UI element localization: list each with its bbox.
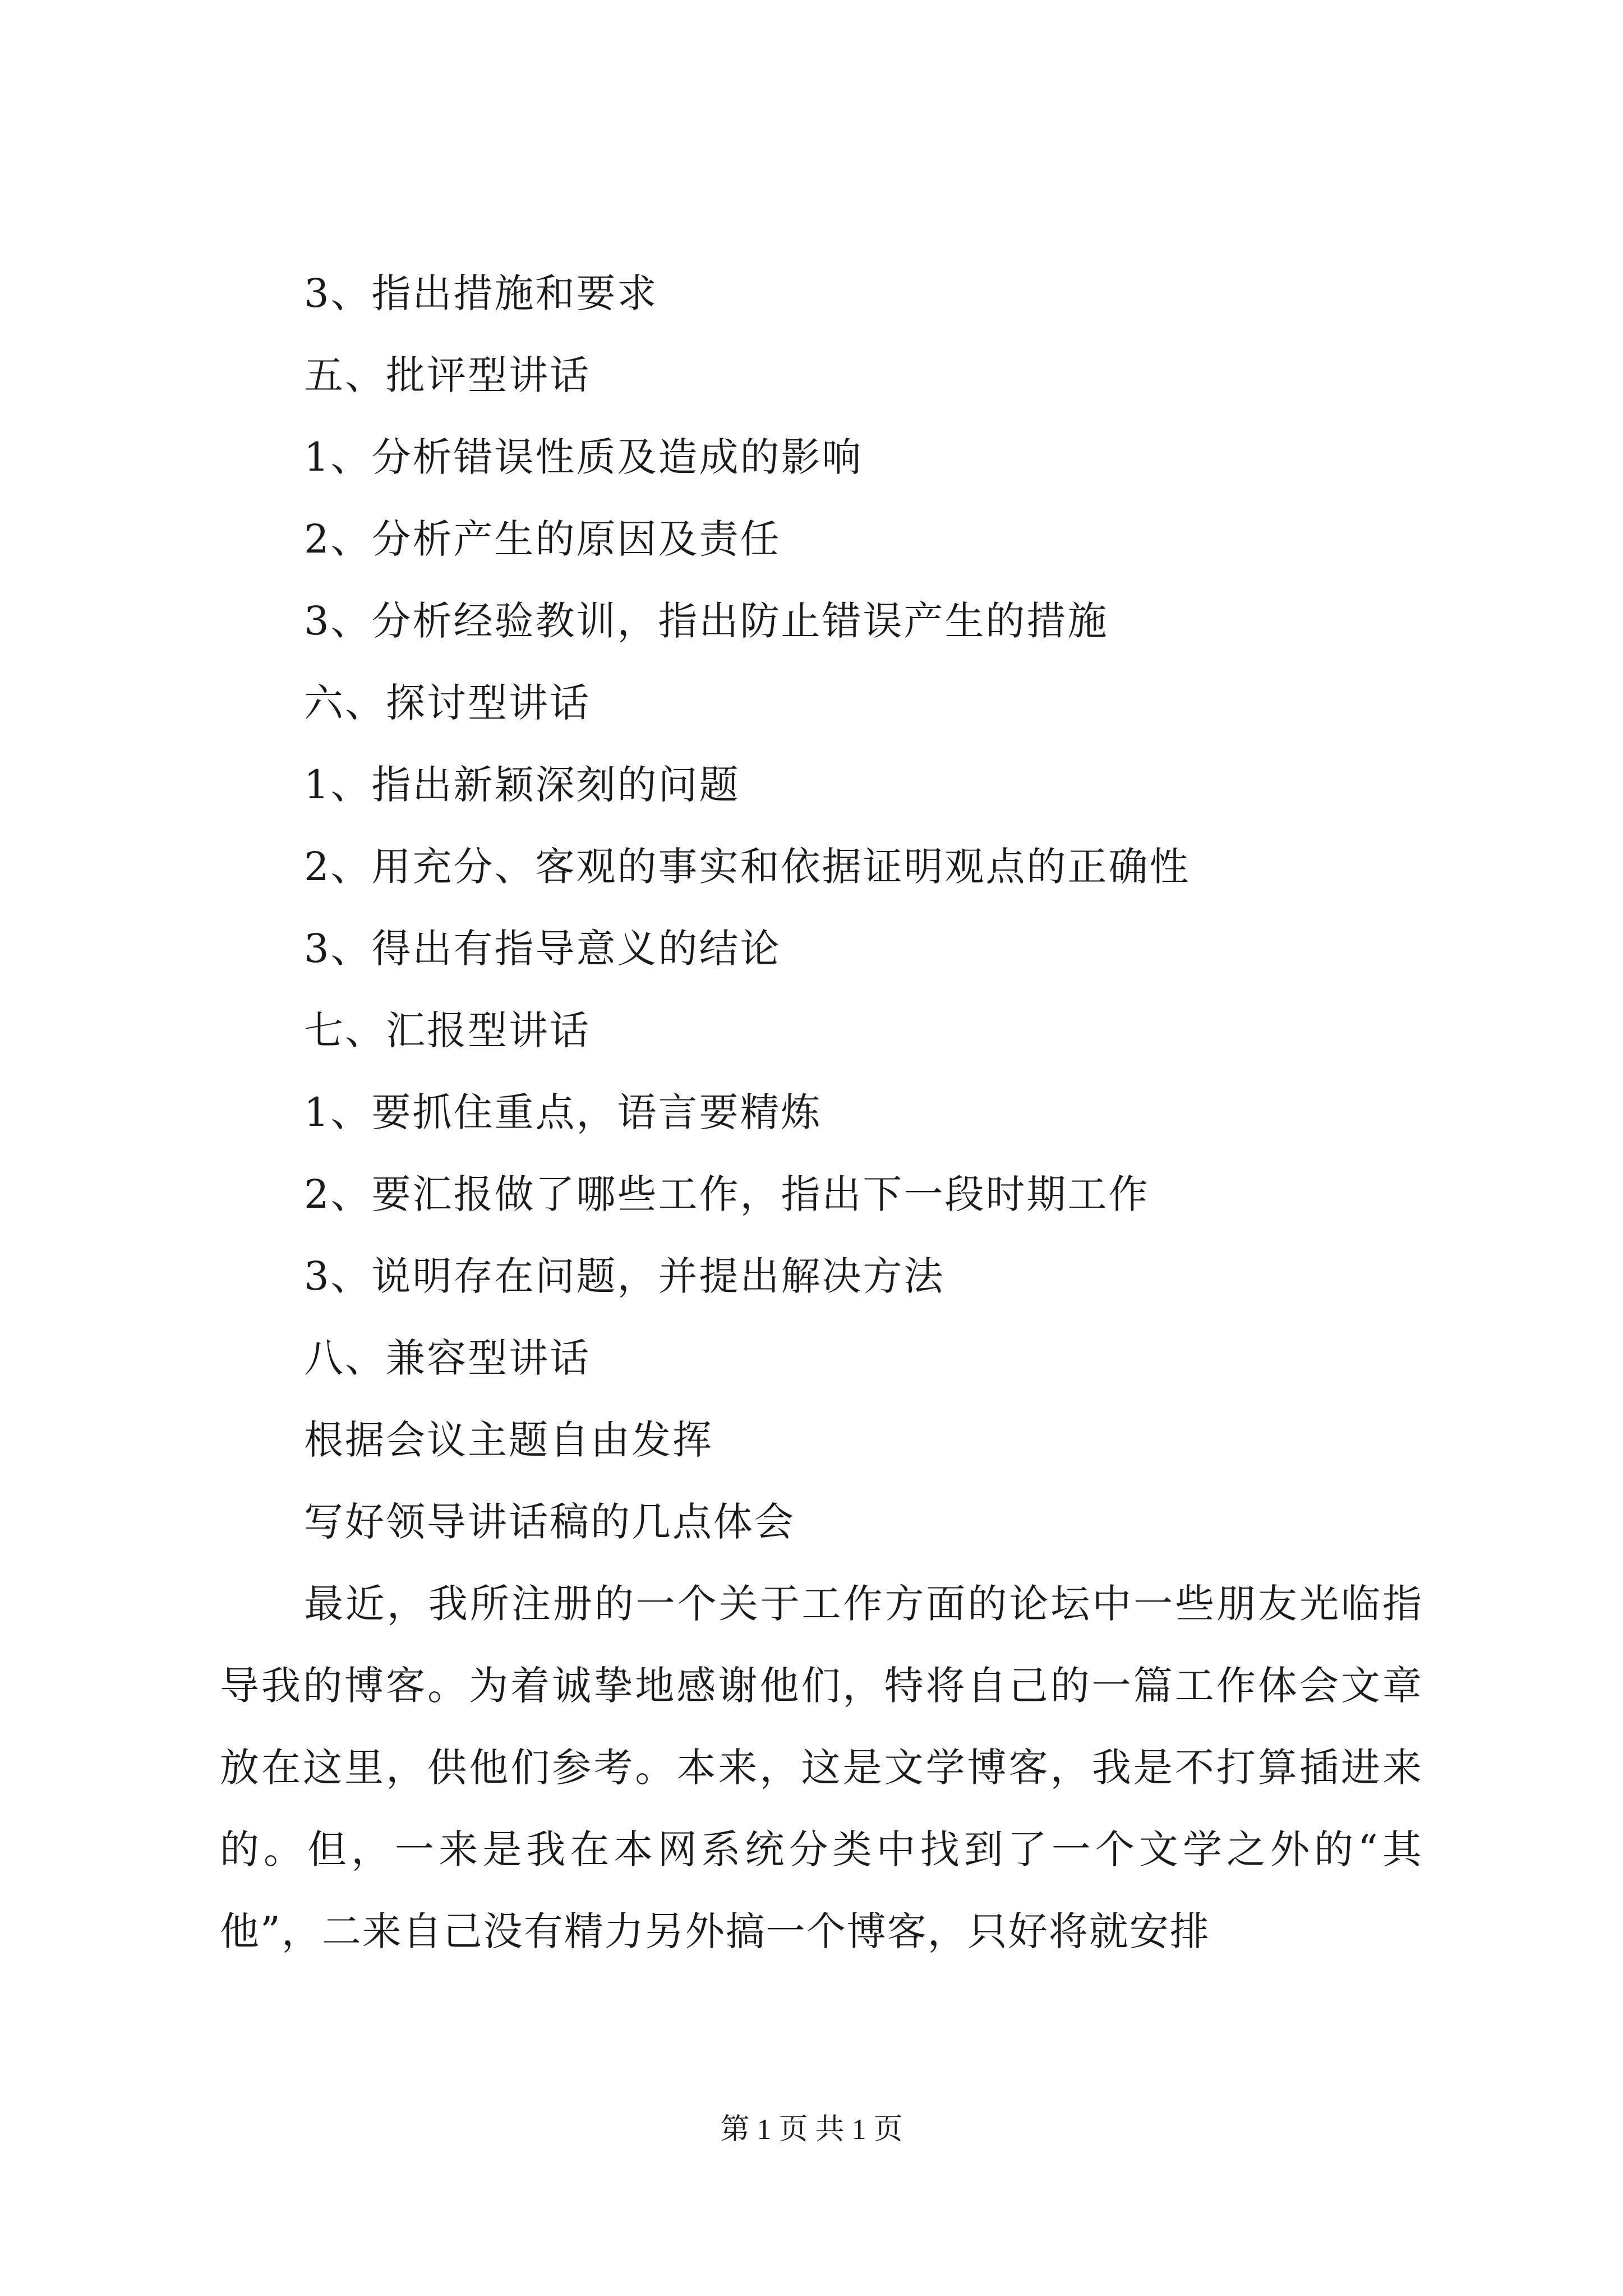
list-item: 3、分析经验教训，指出防止错误产生的措施 <box>304 598 1109 644</box>
list-item: 3、说明存在问题，并提出解决方法 <box>304 1253 945 1299</box>
list-item: 1、要抓住重点，语言要精炼 <box>304 1089 822 1135</box>
list-item: 3、得出有指导意义的结论 <box>304 926 781 972</box>
list-item: 2、分析产生的原因及责任 <box>304 516 781 562</box>
article-title: 写好领导讲话稿的几点体会 <box>304 1499 795 1545</box>
list-item: 2、用充分、客观的事实和依据证明观点的正确性 <box>304 844 1191 890</box>
body-line: 根据会议主题自由发挥 <box>304 1417 713 1463</box>
list-item: 3、指出措施和要求 <box>304 270 658 316</box>
list-item: 2、要汇报做了哪些工作，指出下一段时期工作 <box>304 1171 1150 1217</box>
body-paragraph: 最近，我所注册的一个关于工作方面的论坛中一些朋友光临指导我的博客。为着诚挚地感谢他们，特将自己的一篇工作体会文章放在这里，供他们参考。本来，这是文学博客，我是不打算插进来的。但，一来是我在本网系统分类中找到了一个文学之外的“其他”，二来自己没有精力另外搞一个博客，只好将就安排 <box>220 1581 1423 1954</box>
list-item: 1、指出新颖深刻的问题 <box>304 762 740 808</box>
section-heading: 六、探讨型讲话 <box>304 680 591 726</box>
section-heading: 七、汇报型讲话 <box>304 1007 591 1053</box>
section-heading: 八、兼容型讲话 <box>304 1335 591 1381</box>
list-item: 1、分析错误性质及造成的影响 <box>304 434 863 480</box>
section-heading: 五、批评型讲话 <box>304 352 591 398</box>
page-footer: 第 1 页 共 1 页 <box>720 2114 903 2146</box>
document-body <box>220 252 1423 1972</box>
